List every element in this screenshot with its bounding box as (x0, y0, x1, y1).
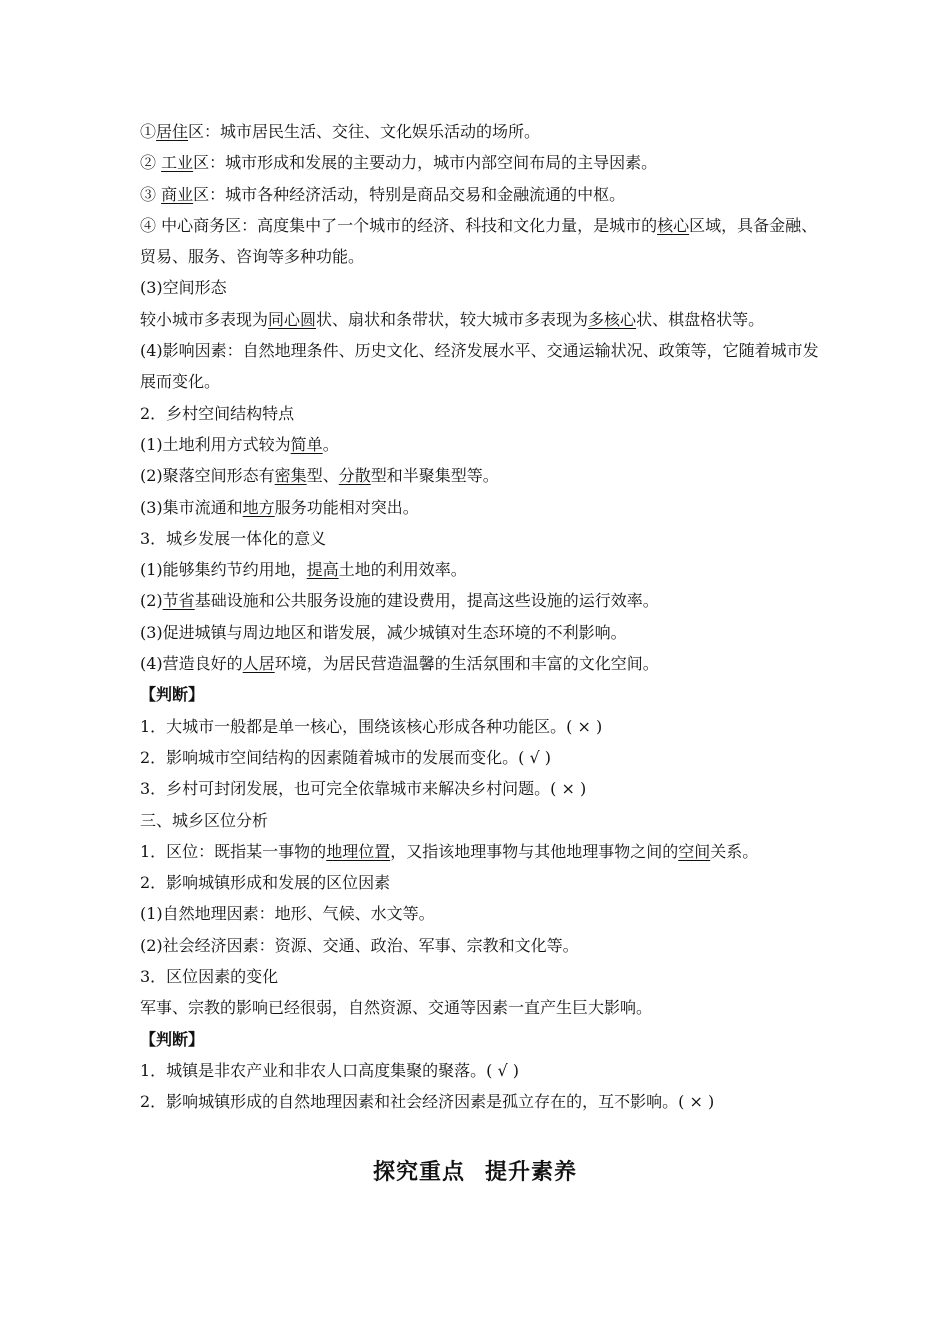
text-line (140, 805, 820, 836)
text-segment: 。 (322, 434, 339, 454)
underlined-answer: 提高 (306, 560, 339, 580)
section-title-part-2: 提升素养 (485, 1160, 578, 1185)
text-segment: ③ (140, 184, 162, 204)
section-title-part-1: 探究重点 (372, 1160, 465, 1185)
text-segment: ，又指该地理事物与其他地理事物之间的 (390, 841, 679, 861)
text-segment: 基础设施和公共服务设施的建设费用，提高这些设施的运行效率。 (194, 591, 659, 611)
text-line (140, 523, 820, 554)
text-segment: 2．乡村空间结构特点 (140, 403, 295, 423)
underlined-answer: 居住 (156, 122, 189, 141)
text-segment: 【判断】 (140, 1029, 205, 1049)
text-segment: 2．影响城镇形成和发展的区位因素 (140, 873, 391, 893)
text-line (140, 1024, 820, 1055)
text-line (140, 679, 820, 710)
text-line (140, 585, 820, 616)
underlined-answer: 简单 (290, 434, 323, 454)
text-segment: (1)能够集约节约用地， (140, 560, 307, 580)
underlined-answer: 密集 (274, 466, 307, 486)
text-segment: 区：城市形成和发展的主要动力，城市内部空间布局的主导因素。 (193, 153, 658, 173)
underlined-answer: 核心 (657, 215, 690, 235)
text-segment: 1．区位：既指某一事物的 (140, 841, 327, 861)
underlined-answer: 工业 (161, 153, 194, 173)
text-segment: 3．乡村可封闭发展，也可完全依靠城市来解决乡村问题。( × ) (140, 779, 587, 799)
text-segment: (1)自然地理因素：地形、气候、水文等。 (140, 904, 435, 924)
text-line (140, 930, 820, 961)
text-segment: ② (140, 153, 162, 173)
text-segment: 1．城镇是非农产业和非农人口高度集聚的聚落。( √ ) (140, 1060, 520, 1080)
text-segment: ④ 中心商务区：高度集中了一个城市的经济、科技和文化力量，是城市的 (140, 215, 658, 235)
text-segment: 2．影响城市空间结构的因素随着城市的发展而变化。( √ ) (140, 747, 552, 767)
text-segment: 型、 (306, 466, 339, 486)
document-body (140, 116, 820, 1118)
text-segment: ① (140, 122, 157, 141)
text-segment: (3)集市流通和 (140, 497, 243, 517)
underlined-answer: 同心圆 (268, 309, 317, 329)
text-line (140, 492, 820, 523)
text-segment: (3)空间形态 (140, 278, 227, 298)
text-segment: (4)营造良好的 (140, 654, 243, 674)
text-line (140, 1086, 820, 1117)
text-segment: (3)促进城镇与周边地区和谐发展，减少城镇对生态环境的不利影响。 (140, 622, 627, 642)
underlined-answer: 商业 (161, 184, 194, 204)
text-line (140, 867, 820, 898)
text-segment: (1)土地利用方式较为 (140, 434, 291, 454)
text-line (140, 992, 820, 1023)
text-segment: 区域，具备金融、贸易、服务、咨询等多种功能。 (140, 215, 818, 267)
text-segment: (2) (140, 591, 163, 611)
text-segment: 服务功能相对突出。 (274, 497, 419, 517)
text-line (140, 1055, 820, 1086)
text-line (140, 335, 820, 398)
text-segment: 3．区位因素的变化 (140, 967, 279, 987)
text-line (140, 398, 820, 429)
text-segment: 关系。 (710, 841, 759, 861)
underlined-answer: 地方 (242, 497, 275, 517)
text-segment: 较小城市多表现为 (140, 309, 269, 329)
underlined-answer: 节省 (162, 591, 195, 611)
text-segment: 型和半聚集型等。 (370, 466, 499, 486)
text-line (140, 836, 820, 867)
text-line (140, 711, 820, 742)
text-line (140, 272, 820, 303)
section-title (0, 1155, 950, 1186)
text-segment: 土地的利用效率。 (338, 560, 467, 580)
text-segment: 状、扇状和条带状，较大城市多表现为 (316, 309, 589, 329)
text-line (140, 773, 820, 804)
text-line (140, 304, 820, 335)
text-segment: 2．影响城镇形成的自然地理因素和社会经济因素是孤立存在的，互不影响。( × ) (140, 1092, 715, 1112)
text-segment: 3．城乡发展一体化的意义 (140, 528, 327, 548)
text-segment: (4)影响因素：自然地理条件、历史文化、经济发展水平、交通运输状况、政策等，它随着城市发展而变化。 (140, 341, 819, 392)
text-line (140, 617, 820, 648)
text-segment: 区：城市居民生活、交往、文化娱乐活动的场所。 (188, 122, 541, 141)
underlined-answer: 多核心 (588, 309, 637, 329)
text-line (140, 179, 820, 210)
text-line (140, 147, 820, 178)
text-segment: (2)聚落空间形态有 (140, 466, 275, 486)
text-segment: 区：城市各种经济活动，特别是商品交易和金融流通的中枢。 (193, 184, 626, 204)
text-line (140, 961, 820, 992)
text-segment: (2)社会经济因素：资源、交通、政治、军事、宗教和文化等。 (140, 935, 579, 955)
text-segment: 军事、宗教的影响已经很弱，自然资源、交通等因素一直产生巨大影响。 (140, 998, 653, 1018)
underlined-answer: 地理位置 (326, 841, 391, 861)
text-line (140, 116, 820, 147)
underlined-answer: 人居 (242, 654, 275, 674)
text-segment: 三、城乡区位分析 (140, 810, 269, 830)
text-segment: 1．大城市一般都是单一核心，围绕该核心形成各种功能区。( × ) (140, 716, 603, 736)
text-line (140, 648, 820, 679)
text-line (140, 742, 820, 773)
text-segment: 状、棋盘格状等。 (636, 309, 765, 329)
text-line (140, 429, 820, 460)
text-line (140, 898, 820, 929)
text-segment: 【判断】 (140, 685, 205, 705)
text-segment: 环境，为居民营造温馨的生活氛围和丰富的文化空间。 (274, 654, 659, 674)
text-line (140, 460, 820, 491)
underlined-answer: 空间 (678, 841, 711, 861)
text-line (140, 554, 820, 585)
text-line (140, 210, 820, 273)
underlined-answer: 分散 (338, 466, 371, 486)
